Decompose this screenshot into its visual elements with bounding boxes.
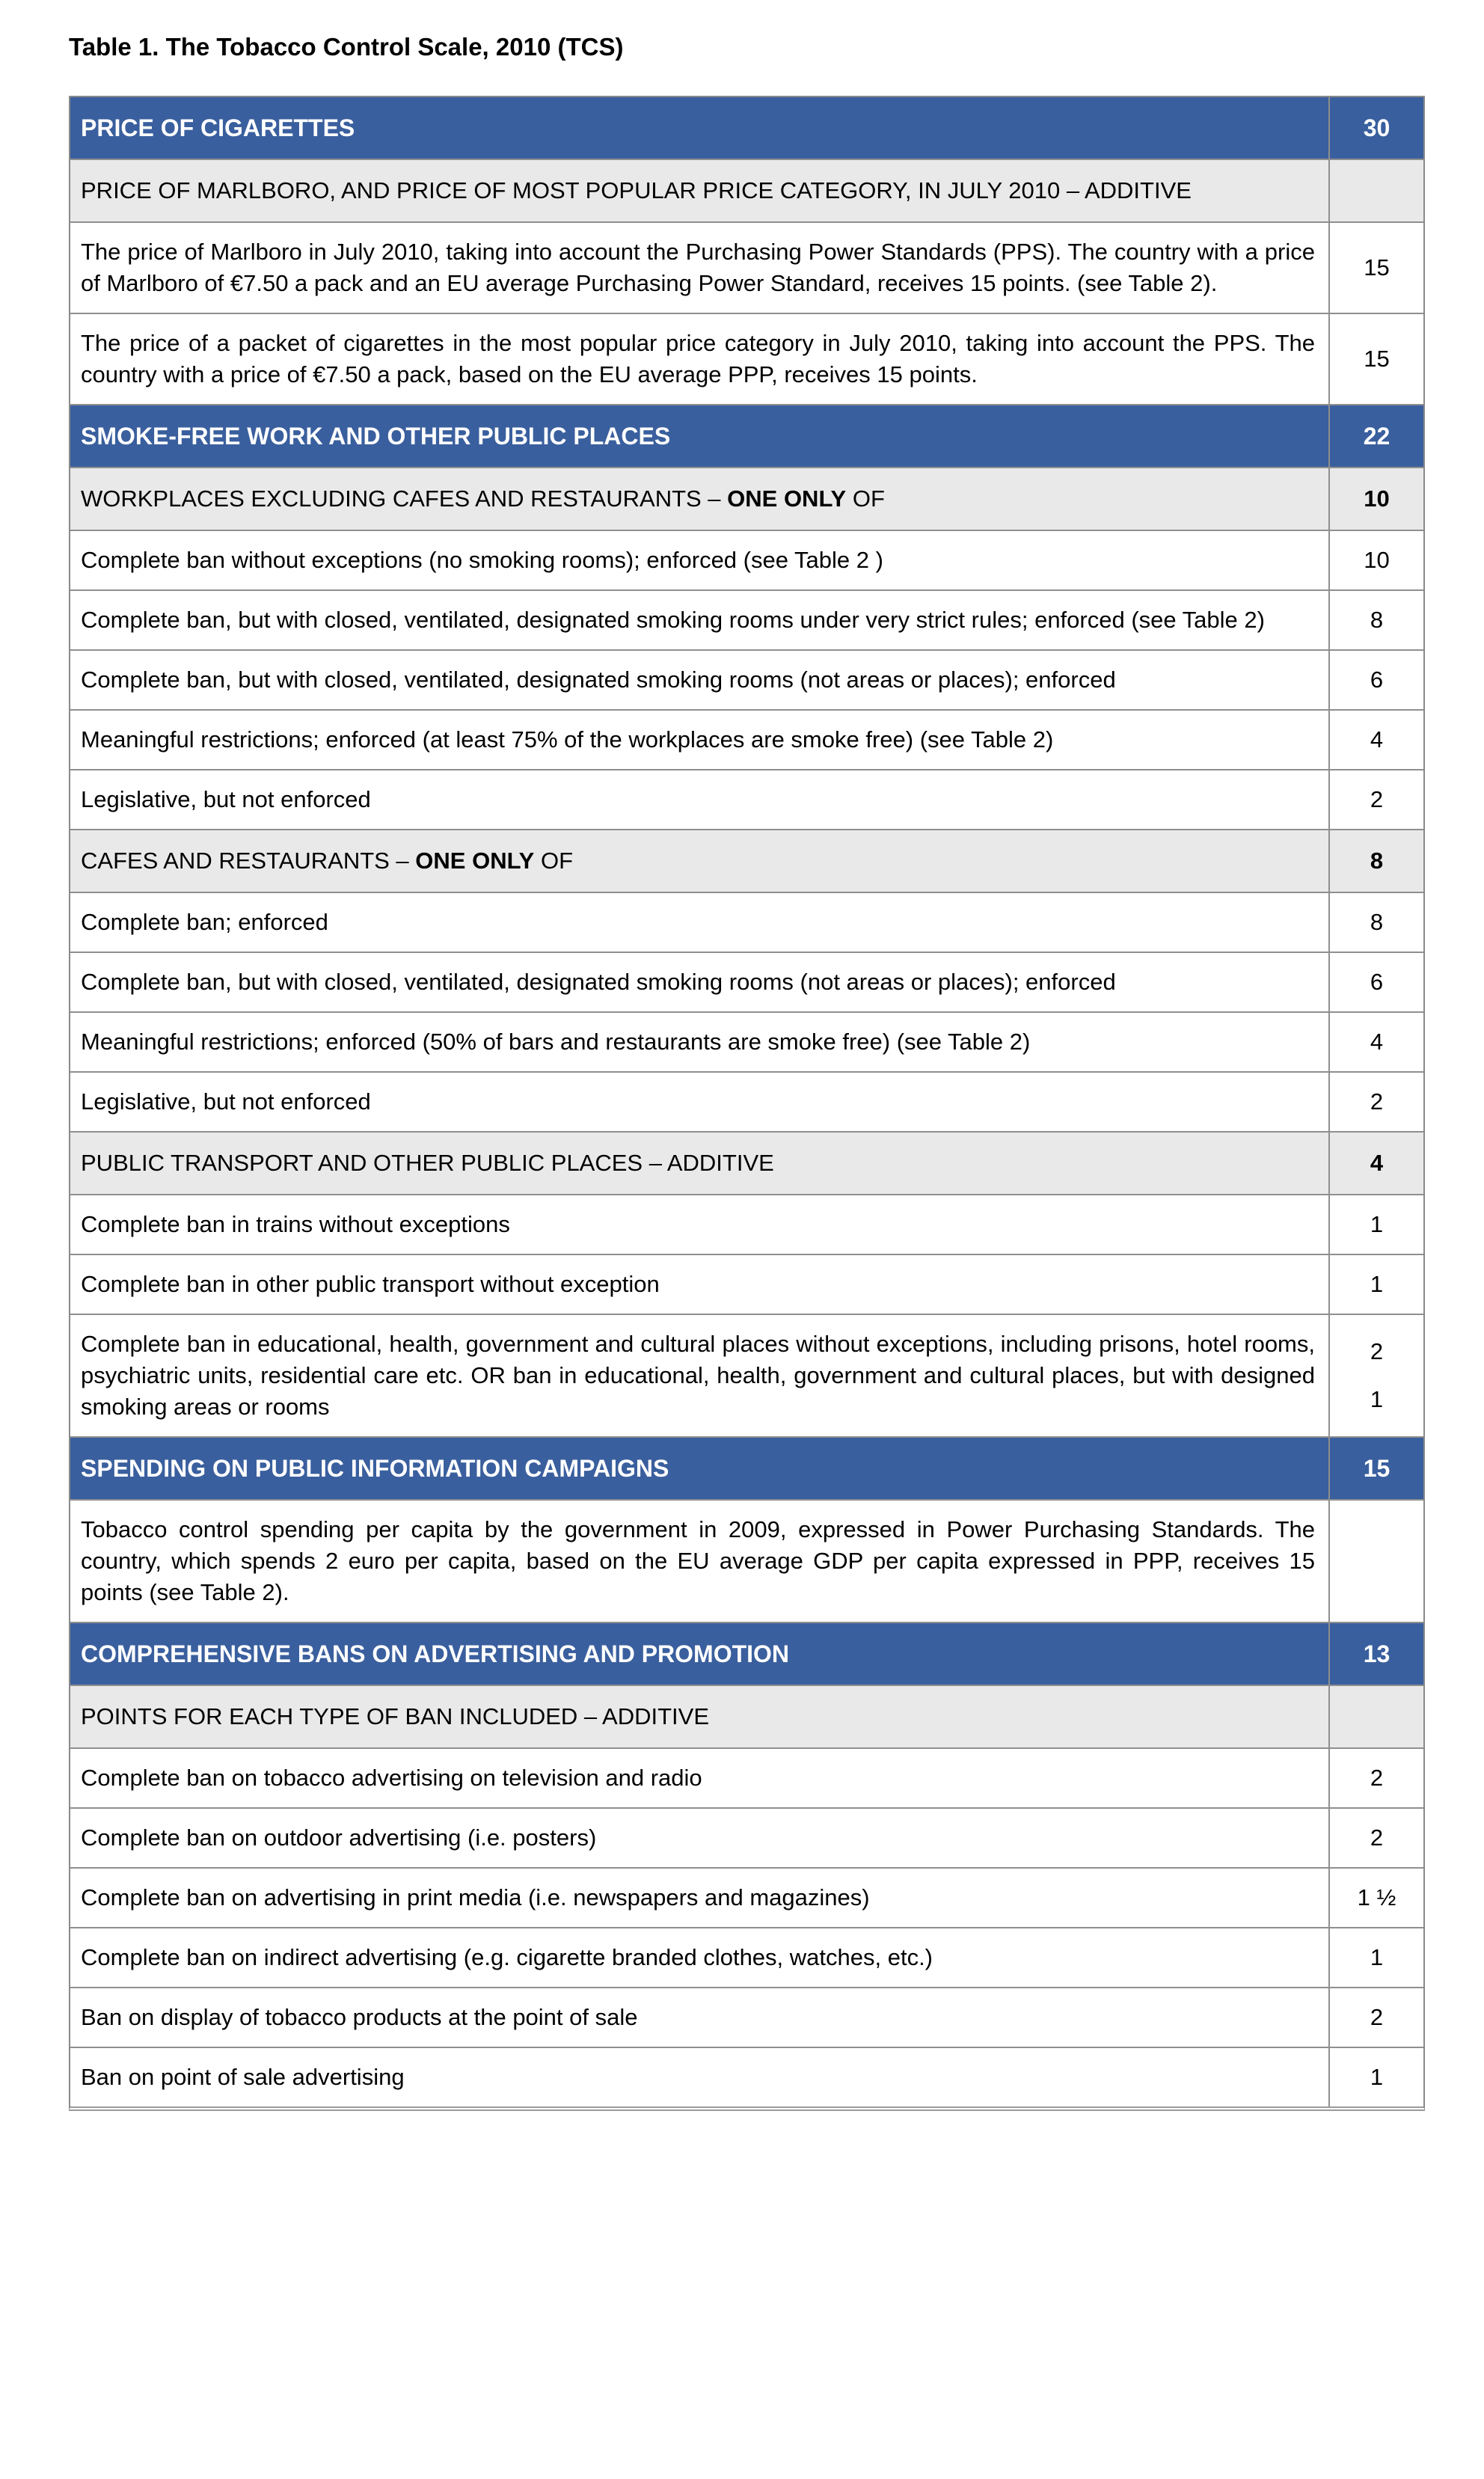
points-value: 1 (1370, 2064, 1384, 2090)
table-row-item (70, 1747, 1423, 1807)
row-text-cell (70, 591, 1328, 649)
table-row-item (70, 313, 1423, 404)
row-text-cell (70, 770, 1328, 829)
row-text-cell (70, 1686, 1328, 1747)
row-text-cell (70, 468, 1328, 530)
row-text-cell (70, 2048, 1328, 2106)
points-cell (1328, 1255, 1423, 1314)
row-text-cell (70, 160, 1328, 221)
row-text: Complete ban, but with closed, ventilated, designated smoking rooms under very strict rules; enforced (see Table 2) (81, 607, 1265, 633)
row-text-cell (70, 1988, 1328, 2047)
row-text-cell (70, 1501, 1328, 1622)
table-title: Table 1. The Tobacco Control Scale, 2010 (TCS) (69, 33, 624, 61)
row-text-cell (70, 953, 1328, 1011)
row-text: COMPREHENSIVE BANS ON ADVERTISING AND PROMOTION (81, 1640, 790, 1667)
points-cell (1328, 1686, 1423, 1747)
points-cell (1328, 405, 1423, 467)
row-text-cell (70, 1315, 1328, 1436)
row-text-cell (70, 651, 1328, 709)
points-cell (1328, 711, 1423, 769)
table-row-item (70, 769, 1423, 829)
points-cell (1328, 1438, 1423, 1499)
row-text: Complete ban on outdoor advertising (i.e. posters) (81, 1824, 597, 1851)
row-text: WORKPLACES EXCLUDING CAFES AND RESTAURANTS – ONE ONLY OF (81, 485, 885, 512)
row-text-cell (70, 1438, 1328, 1499)
points-value: 4 (1370, 726, 1384, 753)
row-text: POINTS FOR EACH TYPE OF BAN INCLUDED – ADDITIVE (81, 1703, 710, 1729)
points-cell (1328, 1195, 1423, 1254)
row-text: CAFES AND RESTAURANTS – ONE ONLY OF (81, 848, 574, 874)
row-text-cell (70, 1073, 1328, 1131)
points-value: 1 (1370, 1271, 1384, 1297)
points-cell (1328, 953, 1423, 1011)
table-row-section (70, 1622, 1423, 1685)
points-value: 2 (1370, 1338, 1384, 1364)
points-value: 15 (1364, 346, 1390, 372)
row-text-cell (70, 893, 1328, 952)
points-cell (1328, 830, 1423, 892)
points-cell (1328, 468, 1423, 530)
points-cell (1328, 591, 1423, 649)
table-row-item (70, 1254, 1423, 1314)
points-value: 10 (1364, 485, 1390, 512)
table-row-item (70, 1807, 1423, 1867)
points-cell (1328, 1013, 1423, 1071)
row-text: Ban on display of tobacco products at the point of sale (81, 2004, 638, 2030)
row-text: PUBLIC TRANSPORT AND OTHER PUBLIC PLACES – ADDITIVE (81, 1150, 774, 1176)
row-text-cell (70, 1133, 1328, 1194)
row-text: Complete ban, but with closed, ventilated, designated smoking rooms (not areas or places); enforced (81, 667, 1116, 693)
points-cell (1328, 1869, 1423, 1927)
table-row-section (70, 1436, 1423, 1499)
points-cell (1328, 1315, 1423, 1436)
points-value: 8 (1370, 607, 1384, 633)
points-value: 1 (1370, 1386, 1384, 1412)
table-row-item (70, 1927, 1423, 1987)
points-cell (1328, 97, 1423, 159)
points-cell (1328, 531, 1423, 589)
row-text-cell (70, 830, 1328, 892)
points-value: 15 (1363, 1455, 1391, 1482)
points-cell (1328, 1073, 1423, 1131)
table-row-item (70, 1194, 1423, 1254)
points-value: 2 (1370, 1824, 1384, 1851)
points-value: 6 (1370, 667, 1384, 693)
points-value: 1 ½ (1357, 1884, 1396, 1910)
row-text: Legislative, but not enforced (81, 786, 371, 812)
row-text-cell (70, 1749, 1328, 1807)
row-text-cell (70, 531, 1328, 589)
points-value: 2 (1370, 1088, 1384, 1115)
points-value: 2 (1370, 2004, 1384, 2030)
points-cell (1328, 160, 1423, 221)
points-cell (1328, 314, 1423, 404)
row-text: SMOKE-FREE WORK AND OTHER PUBLIC PLACES (81, 423, 671, 450)
row-text: Complete ban in other public transport without exception (81, 1271, 660, 1297)
row-text-cell (70, 223, 1328, 313)
points-value: 6 (1370, 969, 1384, 995)
row-text-cell (70, 1928, 1328, 1987)
table-row-category (70, 829, 1423, 892)
points-cell (1328, 893, 1423, 952)
points-value: 2 (1370, 786, 1384, 812)
table-row-item (70, 1071, 1423, 1131)
row-text-cell (70, 711, 1328, 769)
row-text-cell (70, 97, 1328, 159)
table-row-category (70, 159, 1423, 221)
table-row-section (70, 97, 1423, 159)
points-value: 1 (1370, 1944, 1384, 1970)
row-text-cell (70, 405, 1328, 467)
points-value: 30 (1363, 114, 1391, 141)
points-cell (1328, 770, 1423, 829)
points-cell (1328, 2048, 1423, 2106)
points-cell (1328, 1928, 1423, 1987)
points-value: 13 (1363, 1640, 1391, 1667)
table-row-item (70, 1011, 1423, 1071)
points-value: 10 (1364, 547, 1390, 573)
row-text: The price of a packet of cigarettes in the most popular price category in July 2010, taking into account the PPS. The country with a price of €7.50 a pack, based on the EU average PPP, receives 15 points. (81, 330, 1315, 387)
row-text-cell (70, 1195, 1328, 1254)
table-row-item (70, 221, 1423, 313)
table-row-item (70, 1987, 1423, 2047)
table-row-item (70, 530, 1423, 589)
table-row-item (70, 1314, 1423, 1436)
table-row-item (70, 649, 1423, 709)
points-value: 22 (1363, 423, 1391, 450)
points-value: 2 (1370, 1765, 1384, 1791)
points-cell (1328, 1501, 1423, 1622)
row-text: Complete ban in educational, health, government and cultural places without exceptions, including prisons, hotel rooms, psychiatric units, residential care etc. OR ban in educational, health, government and cultural places, but with designed smoking areas or rooms (81, 1331, 1315, 1420)
points-value: 8 (1370, 909, 1384, 935)
table-row-section (70, 404, 1423, 467)
table-row-item (70, 1499, 1423, 1622)
table-row-category (70, 1685, 1423, 1747)
row-text: Complete ban in trains without exceptions (81, 1211, 510, 1237)
row-text: Ban on point of sale advertising (81, 2064, 405, 2090)
row-text-cell (70, 1809, 1328, 1867)
row-text-cell (70, 1623, 1328, 1685)
row-text: Complete ban on advertising in print media (i.e. newspapers and magazines) (81, 1884, 870, 1910)
points-value: 1 (1370, 1211, 1384, 1237)
row-text: PRICE OF CIGARETTES (81, 114, 355, 141)
row-text: Complete ban, but with closed, ventilated, designated smoking rooms (not areas or places); enforced (81, 969, 1116, 995)
table-row-category (70, 1131, 1423, 1194)
row-text: SPENDING ON PUBLIC INFORMATION CAMPAIGNS (81, 1455, 669, 1482)
row-text: Complete ban on indirect advertising (e.g. cigarette branded clothes, watches, etc.) (81, 1944, 933, 1970)
row-text: Meaningful restrictions; enforced (at least 75% of the workplaces are smoke free) (see Table 2) (81, 726, 1054, 753)
table-row-category (70, 467, 1423, 530)
row-text: Meaningful restrictions; enforced (50% of bars and restaurants are smoke free) (see Table 2) (81, 1029, 1031, 1055)
table-row-item (70, 2047, 1423, 2106)
table-row-item (70, 1867, 1423, 1927)
row-text: Complete ban; enforced (81, 909, 328, 935)
row-text: Complete ban without exceptions (no smoking rooms); enforced (see Table 2 ) (81, 547, 883, 573)
row-text-cell (70, 1013, 1328, 1071)
points-cell (1328, 651, 1423, 709)
points-value: 8 (1370, 848, 1384, 874)
points-cell (1328, 1623, 1423, 1685)
row-text: The price of Marlboro in July 2010, taking into account the Purchasing Power Standards (PPS). The country with a price of Marlboro of €7.50 a pack and an EU average Purchasing Power Standard, receives 15 points. (see Table 2). (81, 239, 1315, 296)
table-row-item (70, 892, 1423, 952)
row-text-cell (70, 314, 1328, 404)
points-value: 4 (1370, 1150, 1384, 1176)
table-row-item (70, 589, 1423, 649)
table-row-item (70, 952, 1423, 1011)
points-cell (1328, 1749, 1423, 1807)
row-text-cell (70, 1869, 1328, 1927)
points-value: 15 (1364, 254, 1390, 281)
points-cell (1328, 223, 1423, 313)
table-row-item (70, 709, 1423, 769)
row-text: Legislative, but not enforced (81, 1088, 371, 1115)
tobacco-control-scale-table (69, 96, 1425, 2111)
points-cell (1328, 1133, 1423, 1194)
row-text: Tobacco control spending per capita by the government in 2009, expressed in Power Purchasing Standards. The country, which spends 2 euro per capita, based on the EU average GDP per capita expressed in PPP, receives 15 points (see Table 2). (81, 1516, 1315, 1605)
points-value: 4 (1370, 1029, 1384, 1055)
row-text: Complete ban on tobacco advertising on television and radio (81, 1765, 702, 1791)
points-cell (1328, 1988, 1423, 2047)
row-text: PRICE OF MARLBORO, AND PRICE OF MOST POPULAR PRICE CATEGORY, IN JULY 2010 – ADDITIVE (81, 177, 1192, 203)
row-text-cell (70, 1255, 1328, 1314)
points-cell (1328, 1809, 1423, 1867)
